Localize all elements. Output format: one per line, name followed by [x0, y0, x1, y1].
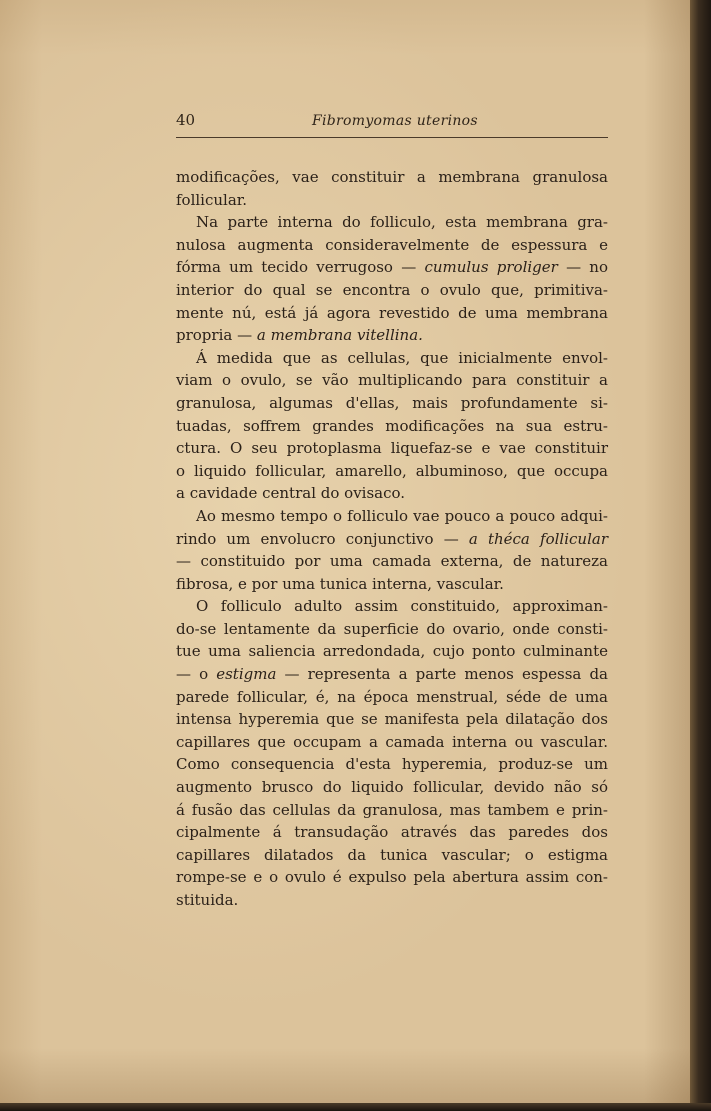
text-segment: á fusão das cellulas da granulosa, mas tambem e prin- [176, 800, 608, 819]
text-segment: Á medida que as cellulas, que inicialmente envol- [196, 348, 608, 367]
text-segment: tuadas, soffrem grandes modificações na sua estru- [176, 416, 608, 435]
page-number: 40 [176, 111, 196, 129]
text-line [176, 211, 608, 234]
text-segment: fórma um tecido verrugoso — [176, 258, 425, 277]
text-line [176, 415, 608, 438]
text-segment: follicular. [176, 190, 248, 209]
text-line [176, 686, 608, 709]
text-line [176, 550, 608, 573]
page-bottom-edge [0, 1103, 711, 1111]
body-text [176, 166, 608, 912]
text-segment: O folliculo adulto assim constituido, approximan- [196, 597, 608, 616]
text-line [176, 234, 608, 257]
text-line [176, 618, 608, 641]
text-segment: — constituido por uma camada externa, de natureza [176, 552, 608, 571]
text-line [176, 753, 608, 776]
text-line [176, 437, 608, 460]
text-line [176, 595, 608, 618]
text-line [176, 573, 608, 596]
text-line [176, 369, 608, 392]
italic-term: a membrana vitellina. [256, 326, 423, 345]
page-header [176, 111, 608, 135]
text-segment: do-se lentamente da superficie do ovario, onde consti- [176, 619, 608, 638]
text-line [176, 482, 608, 505]
text-segment: a cavidade central do ovisaco. [176, 484, 406, 503]
text-line [176, 302, 608, 325]
text-line [176, 708, 608, 731]
text-line [176, 505, 608, 528]
text-line [176, 889, 608, 912]
text-segment: cipalmente á transudação através das paredes dos [176, 823, 608, 842]
text-segment: tue uma saliencia arredondada, cujo ponto culminante [176, 642, 608, 661]
header-rule [176, 137, 608, 138]
italic-term: a théca follicular [468, 529, 608, 548]
text-segment: parede follicular, é, na época menstrual, séde de uma [176, 687, 608, 706]
text-segment: augmento brusco do liquido follicular, devido não só [176, 778, 608, 797]
text-line [176, 347, 608, 370]
text-line [176, 279, 608, 302]
text-line [176, 663, 608, 686]
text-segment: — o [176, 665, 217, 684]
text-segment: rompe-se e o ovulo é expulso pela abertura assim con- [176, 868, 608, 887]
text-segment: Como consequencia d'esta hyperemia, produz-se um [176, 755, 608, 774]
text-line [176, 776, 608, 799]
text-line [176, 460, 608, 483]
text-line [176, 256, 608, 279]
text-segment: viam o ovulo, se vão multiplicando para constituir a [176, 371, 608, 390]
text-segment: Ao mesmo tempo o folliculo vae pouco a pouco adqui- [196, 506, 608, 525]
text-line [176, 866, 608, 889]
text-line [176, 799, 608, 822]
text-segment: modificações, vae constituir a membrana granulosa [176, 168, 608, 186]
text-segment: o liquido follicular, amarello, albuminoso, que occupa [176, 461, 608, 480]
text-segment: intensa hyperemia que se manifesta pela dilatação dos [176, 710, 608, 729]
text-segment: rindo um envolucro conjunctivo — [176, 529, 469, 548]
text-line [176, 324, 608, 347]
text-segment: capillares dilatados da tunica vascular; o estigma [176, 845, 608, 864]
text-segment: — representa a parte menos espessa da [276, 665, 608, 684]
text-line [176, 640, 608, 663]
running-title: Fibromyomas uterinos [312, 113, 478, 129]
text-segment: interior do qual se encontra o ovulo que, primitiva- [176, 280, 608, 299]
text-segment: — no [557, 258, 608, 277]
text-line [176, 166, 608, 189]
text-segment: mente nú, está já agora revestido de uma membrana [176, 303, 608, 322]
book-gutter [690, 0, 711, 1111]
text-segment: stituida. [176, 891, 239, 909]
italic-term: estigma [216, 665, 277, 684]
text-segment: propria — [176, 326, 257, 345]
text-line [176, 844, 608, 867]
italic-term: cumulus proliger [424, 258, 558, 277]
text-line [176, 189, 608, 212]
text-line [176, 392, 608, 415]
text-line [176, 528, 608, 551]
text-line [176, 821, 608, 844]
text-line [176, 731, 608, 754]
text-segment: nulosa augmenta consideravelmente de espessura e [176, 235, 608, 254]
text-segment: Na parte interna do folliculo, esta membrana gra- [196, 213, 608, 232]
text-segment: fibrosa, e por uma tunica interna, vascular. [176, 574, 504, 593]
text-segment: granulosa, algumas d'ellas, mais profundamente si- [176, 393, 608, 412]
text-segment: ctura. O seu protoplasma liquefaz-se e vae constituir [176, 439, 608, 458]
text-segment: capillares que occupam a camada interna ou vascular. [176, 732, 608, 751]
